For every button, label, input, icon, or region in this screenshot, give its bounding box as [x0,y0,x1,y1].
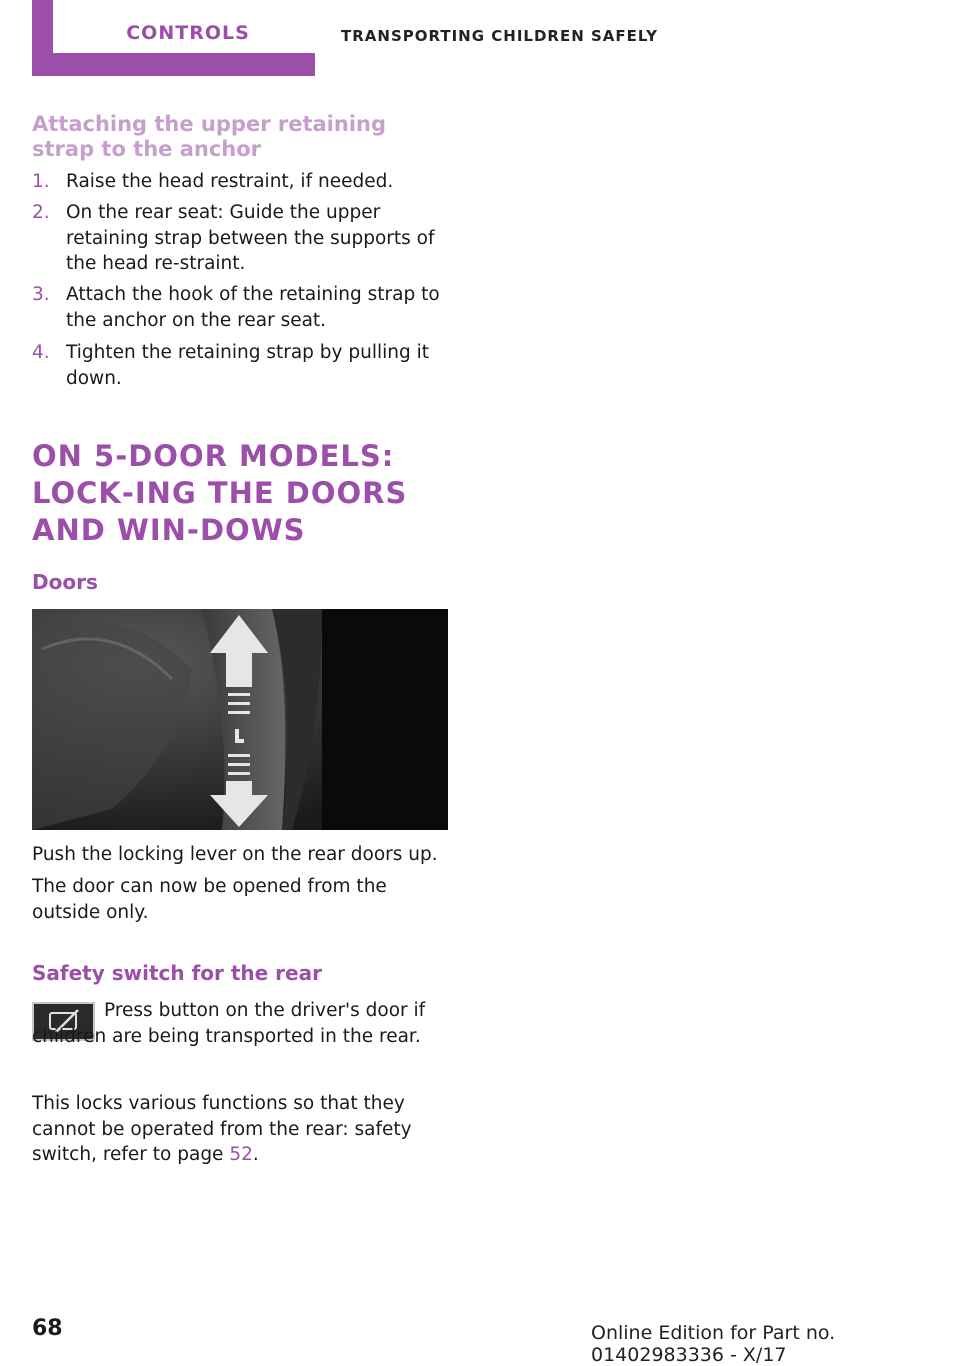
safety-paragraph-2-end: . [252,1144,259,1165]
step-text: Attach the hook of the retaining strap to the anchor on the rear seat. [66,284,440,331]
doors-heading: Doors [32,570,98,594]
page-number: 68 [32,1316,63,1341]
step-text: On the rear seat: Guide the upper retaining strap between the supports of the head re‐straint. [66,202,435,274]
safety-switch-heading: Safety switch for the rear [32,961,322,985]
footer-edition: Online Edition for Part no. 01402983336 - X/17 [591,1322,836,1366]
safety-paragraph-2-text: This locks various functions so that they cannot be operated from the rear: safety switch, refer to page [32,1093,412,1165]
doors-paragraph-2: The door can now be opened from the outside only. [32,876,387,923]
header-section-title: TRANSPORTING CHILDREN SAFELY [341,27,658,45]
page-reference-link[interactable]: 52 [229,1144,253,1165]
safety-paragraph-1: Press button on the driver's door if children are being transported in the rear. [32,1000,426,1047]
step-2 [32,200,452,277]
lock-section-heading: ON 5-DOOR MODELS: LOCK‐ING THE DOORS AND WIN‐DOWS [32,439,408,547]
step-number: 1. [32,171,50,192]
step-number: 4. [32,342,50,363]
attach-heading: Attaching the upper retaining strap to the anchor [32,112,386,161]
door-lever-illustration [32,609,448,830]
step-4 [32,340,452,391]
header-tab-label: CONTROLS [126,22,250,44]
doors-paragraph-1: Push the locking lever on the rear doors up. [32,844,438,865]
step-text: Tighten the retaining strap by pulling it down. [66,342,430,389]
step-number: 2. [32,202,50,223]
safety-paragraph-2 [32,1091,452,1168]
step-text: Raise the head restraint, if needed. [66,171,394,192]
step-1 [32,169,452,195]
door-lock-photo [32,609,448,830]
header-tab [32,0,315,76]
step-3 [32,282,452,333]
step-number: 3. [32,284,50,305]
header-tab-inner [53,0,323,53]
